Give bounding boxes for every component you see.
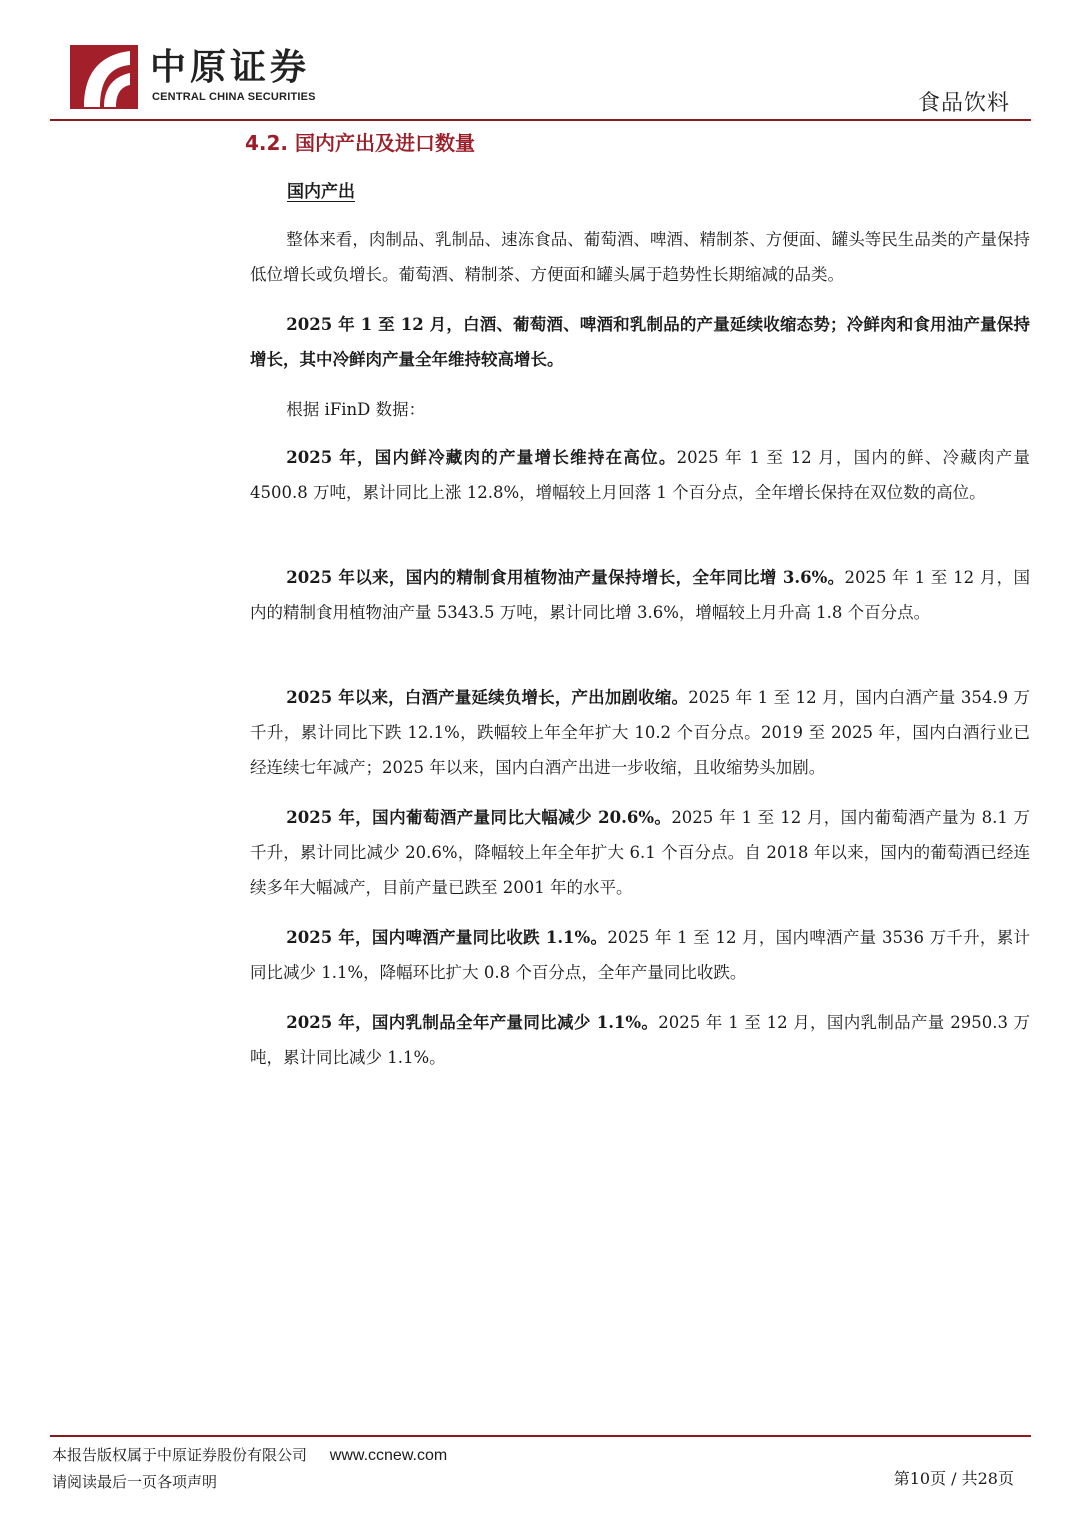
- page-footer: [52, 1442, 447, 1495]
- paragraph: 2025 年 1 至 12 月，白酒、葡萄酒、啤酒和乳制品的产量延续收缩态势；冷鲜肉和食用油产量保持增长，其中冷鲜肉产量全年维持较高增长。: [250, 315, 1030, 369]
- paragraph: 2025 年以来，国内的精制食用植物油产量保持增长，全年同比增 3.6%。2025 年 1 至 12 月，国内的精制食用植物油产量 5343.5 万吨，累计同比增 3.6%，增幅较上月升高 1.8 个百分点。: [250, 568, 1030, 622]
- paragraph: 2025 年，国内乳制品全年产量同比减少 1.1%。2025 年 1 至 12 月，国内乳制品产量 2950.3 万吨，累计同比减少 1.1%。: [250, 1013, 1031, 1067]
- footer-divider: [50, 1435, 1031, 1437]
- section-title: 国内产出及进口数量: [295, 131, 475, 155]
- copyright-notice: 本报告版权属于中原证券股份有限公司: [52, 1446, 308, 1464]
- header-divider: [50, 119, 1031, 121]
- paragraph: 2025 年，国内鲜冷藏肉的产量增长维持在高位。2025 年 1 至 12 月，国内的鲜、冷藏肉产量 4500.8 万吨，累计同比上涨 12.8%，增幅较上月回落 1 个百分点，全年增长保持在双位数的高位。: [250, 448, 1030, 502]
- page-header: [0, 0, 1080, 122]
- section-number: 4.2.: [245, 131, 289, 155]
- company-name-en: CENTRAL CHINA SECURITIES: [152, 91, 316, 103]
- paragraph: 根据 iFinD 数据：: [286, 400, 426, 419]
- paragraph: 2025 年以来，白酒产量延续负增长，产出加剧收缩。2025 年 1 至 12 月，国内白酒产量 354.9 万千升，累计同比下跌 12.1%，跌幅较上年全年扩大 10.2 个百分点。2019 至 2025 年，国内白酒行业已经连续七年减产；2025 年以来，国内白酒产出进一步收缩，且收缩势头加剧。: [250, 688, 1030, 777]
- website-link[interactable]: www.ccnew.com: [329, 1447, 448, 1464]
- paragraph: 整体来看，肉制品、乳制品、速冻食品、葡萄酒、啤酒、精制茶、方便面、罐头等民生品类的产量保持低位增长或负增长。葡萄酒、精制茶、方便面和罐头属于趋势性长期缩减的品类。: [250, 230, 1030, 284]
- subsection-heading: 国内产出: [287, 182, 355, 202]
- company-name-cn: 中原证券: [150, 47, 311, 88]
- section-heading: [245, 127, 475, 156]
- paragraph: 2025 年，国内葡萄酒产量同比大幅减少 20.6%。2025 年 1 至 12 月，国内葡萄酒产量为 8.1 万千升，累计同比减少 20.6%，降幅较上年全年扩大 6.1 个百分点。自 2018 年以来，国内的葡萄酒已经连续多年大幅减产，目前产量已跌至 2001 年的水平。: [250, 808, 1030, 897]
- page-indicator: 第10页 / 共28页: [893, 1469, 1014, 1488]
- paragraph: 2025 年，国内啤酒产量同比收跌 1.1%。2025 年 1 至 12 月，国内啤酒产量 3536 万千升，累计同比减少 1.1%，降幅环比扩大 0.8 个百分点，全年产量同比收跌。: [250, 928, 1030, 982]
- company-logo-icon: [70, 45, 138, 109]
- report-category: 食品饮料: [917, 91, 1010, 116]
- disclaimer-notice: 请阅读最后一页各项声明: [52, 1473, 218, 1491]
